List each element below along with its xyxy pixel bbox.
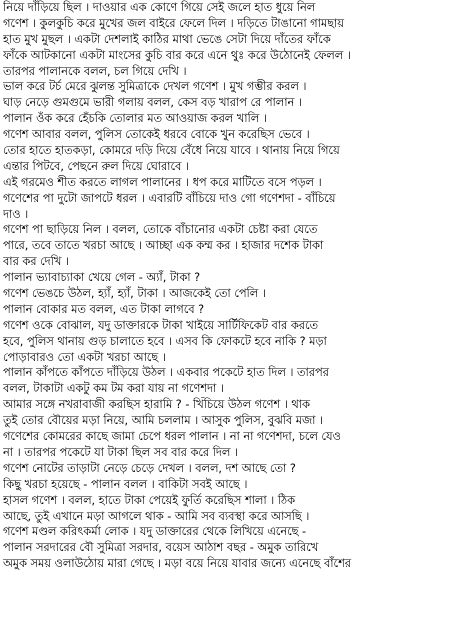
text-line: আছে, তুই এখানে মড়া আগলে থাক - আমি সব ব্যবস্থা করে আসছি ।	[3, 509, 310, 523]
text-line: পালান কাঁপতে কাঁপতে দাঁড়িয়ে উঠল । একবার পকেটে হাত দিল । তারপর	[3, 366, 329, 380]
text-line: ভাল করে টর্চ মেরে ঝুলন্ত সুমিত্রাকে দেখল গণেশ । মুখ গম্ভীর করল ।	[3, 80, 307, 94]
text-line: গণেশ পা ছাড়িয়ে নিল । বলল, তোকে বাঁচানোর একটা চেষ্টা করা যেতে	[3, 223, 318, 237]
text-line: গণেশ আবার বলল, পুলিস তোকেই ধরবে বোকে খুন করেছিস ভেবে ।	[3, 128, 310, 142]
text-line: আমার সঙ্গে নখরাবাজী করছিস হারামি ? - খিঁচিয়ে উঠল গণেশ । থাক	[3, 398, 310, 412]
text-line: গণেশ নোটের তাড়াটা নেড়ে চেড়ে দেখল । বলল, দশ আছে তো ?	[3, 461, 296, 475]
text-line: বার কর দেখি ।	[3, 255, 69, 269]
text-line: তুই তোর বৌয়ের মড়া নিয়ে, আমি চললাম । আসুক পুলিস, বুঝবি মজা ।	[3, 414, 324, 428]
text-line: পালান সরদারের বৌ সুমিত্রা সরদার, বয়েস আঠাশ বছর - অমুক তারিখে	[3, 541, 319, 555]
text-line: বলল, টাকাটা একটু কম টম করা যায় না গণেশদা ।	[3, 382, 224, 396]
text-line: গণেশ মণ্ডল করিৎকর্মা লোক । যদু ডাক্তারের থেকে লিখিয়ে এনেছে -	[3, 525, 307, 539]
text-line: অমুক সময় ওলাউঠোয় মারা গেছে । মড়া বয়ে নিয়ে যাবার জন্যে এনেছে বাঁশের	[3, 557, 351, 571]
text-line: পারে, তবে তাতে খরচা আছে । আচ্ছা এক কম্ম কর । হাজার দশেক টাকা	[3, 239, 324, 253]
text-line: নিয়ে দাঁড়িয়ে ছিল । দাওয়ার এক কোণে গিয়ে সেই জলে হাত ধুয়ে নিল	[3, 1, 316, 14]
text-line: গণেশ ওকে বোঝাল, যদু ডাক্তারকে টাকা খাইয়ে সার্টিফিকেট বার করতে	[3, 318, 318, 332]
text-line: গণেশ । কুলকুচি করে মুখের জল বাইরে ফেলে দিল । দড়িতে টাঙানো গামছায়	[3, 16, 344, 30]
text-line: তারপর পালানকে বলল, চল গিয়ে দেখি ।	[3, 64, 187, 78]
text-line: পালান ভ্যাবাচ্যাকা খেয়ে গেল - অ্যাঁ, টাকা ?	[3, 271, 201, 285]
text-line: পালান ওঁক করে হেঁচকি তোলার মত আওয়াজ করল খালি ।	[3, 112, 267, 126]
text-line: ফাঁকে আটকানো একটা মাংসের কুচি বার করে এনে থুঃ করে উঠোনেই ফেলল ।	[3, 48, 351, 62]
text-line: গণেশ ভেঙচে উঠল, হ্যাঁ, হ্যাঁ, টাকা । আজকেই তো পেলি ।	[3, 287, 266, 301]
text-line: হাসল গণেশ । বলল, হাতে টাকা পেয়েই ফুর্তি করেছিস শালা । ঠিক	[3, 493, 295, 507]
text-line: হবে, পুলিস থানায় গুড় চালাতে হবে । এসব কি ফোকটে হবে নাকি ? মড়া	[3, 334, 327, 348]
text-line: না । তারপর পকেটে যা টাকা ছিল সব বার করে দিল ।	[3, 445, 238, 459]
text-line: তোর হাতে হাতকড়া, কোমরে দড়ি দিয়ে বেঁধে নিয়ে যাবে । থানায় নিয়ে গিয়ে	[3, 144, 340, 158]
text-line: এই গরমেও শীত করতে লাগল পালানের । ধপ করে মাটিতে বসে পড়ল ।	[3, 175, 322, 189]
text-line: গণেশের পা দুটো জাপটে ধরল । এবারটি বাঁচিয়ে দাও গো গণেশদা - বাঁচিয়ে	[3, 191, 336, 205]
text-line: হাত মুখ মুছল । একটা দেশলাই কাঠির মাথা ভেঙে সেটা দিয়ে দাঁতের ফাঁকে	[3, 32, 331, 46]
text-line: গণেশের কোমরের কাছে জামা চেপে ধরল পালান । না না গণেশদা, চলে যেও	[3, 430, 341, 444]
text-line: ঘাড় নেড়ে গুমগুমে ভারী গলায় বলল, কেস বড় খারাপ রে পালান ।	[3, 96, 302, 110]
text-line: পোড়াবারও তো একটা খরচা আছে ।	[3, 350, 166, 364]
text-line: দাও ।	[3, 207, 29, 221]
text-line: কিছু খরচা হয়েছে - পালান বলল । বাকিটা সবই আছে ।	[3, 477, 248, 491]
text-line: পালান বোকার মত বলল, এত টাকা লাগবে ?	[3, 302, 205, 316]
text-line: এন্তার পিটবে, পেছনে রুল দিয়ে ঘোরাবে ।	[3, 159, 189, 173]
